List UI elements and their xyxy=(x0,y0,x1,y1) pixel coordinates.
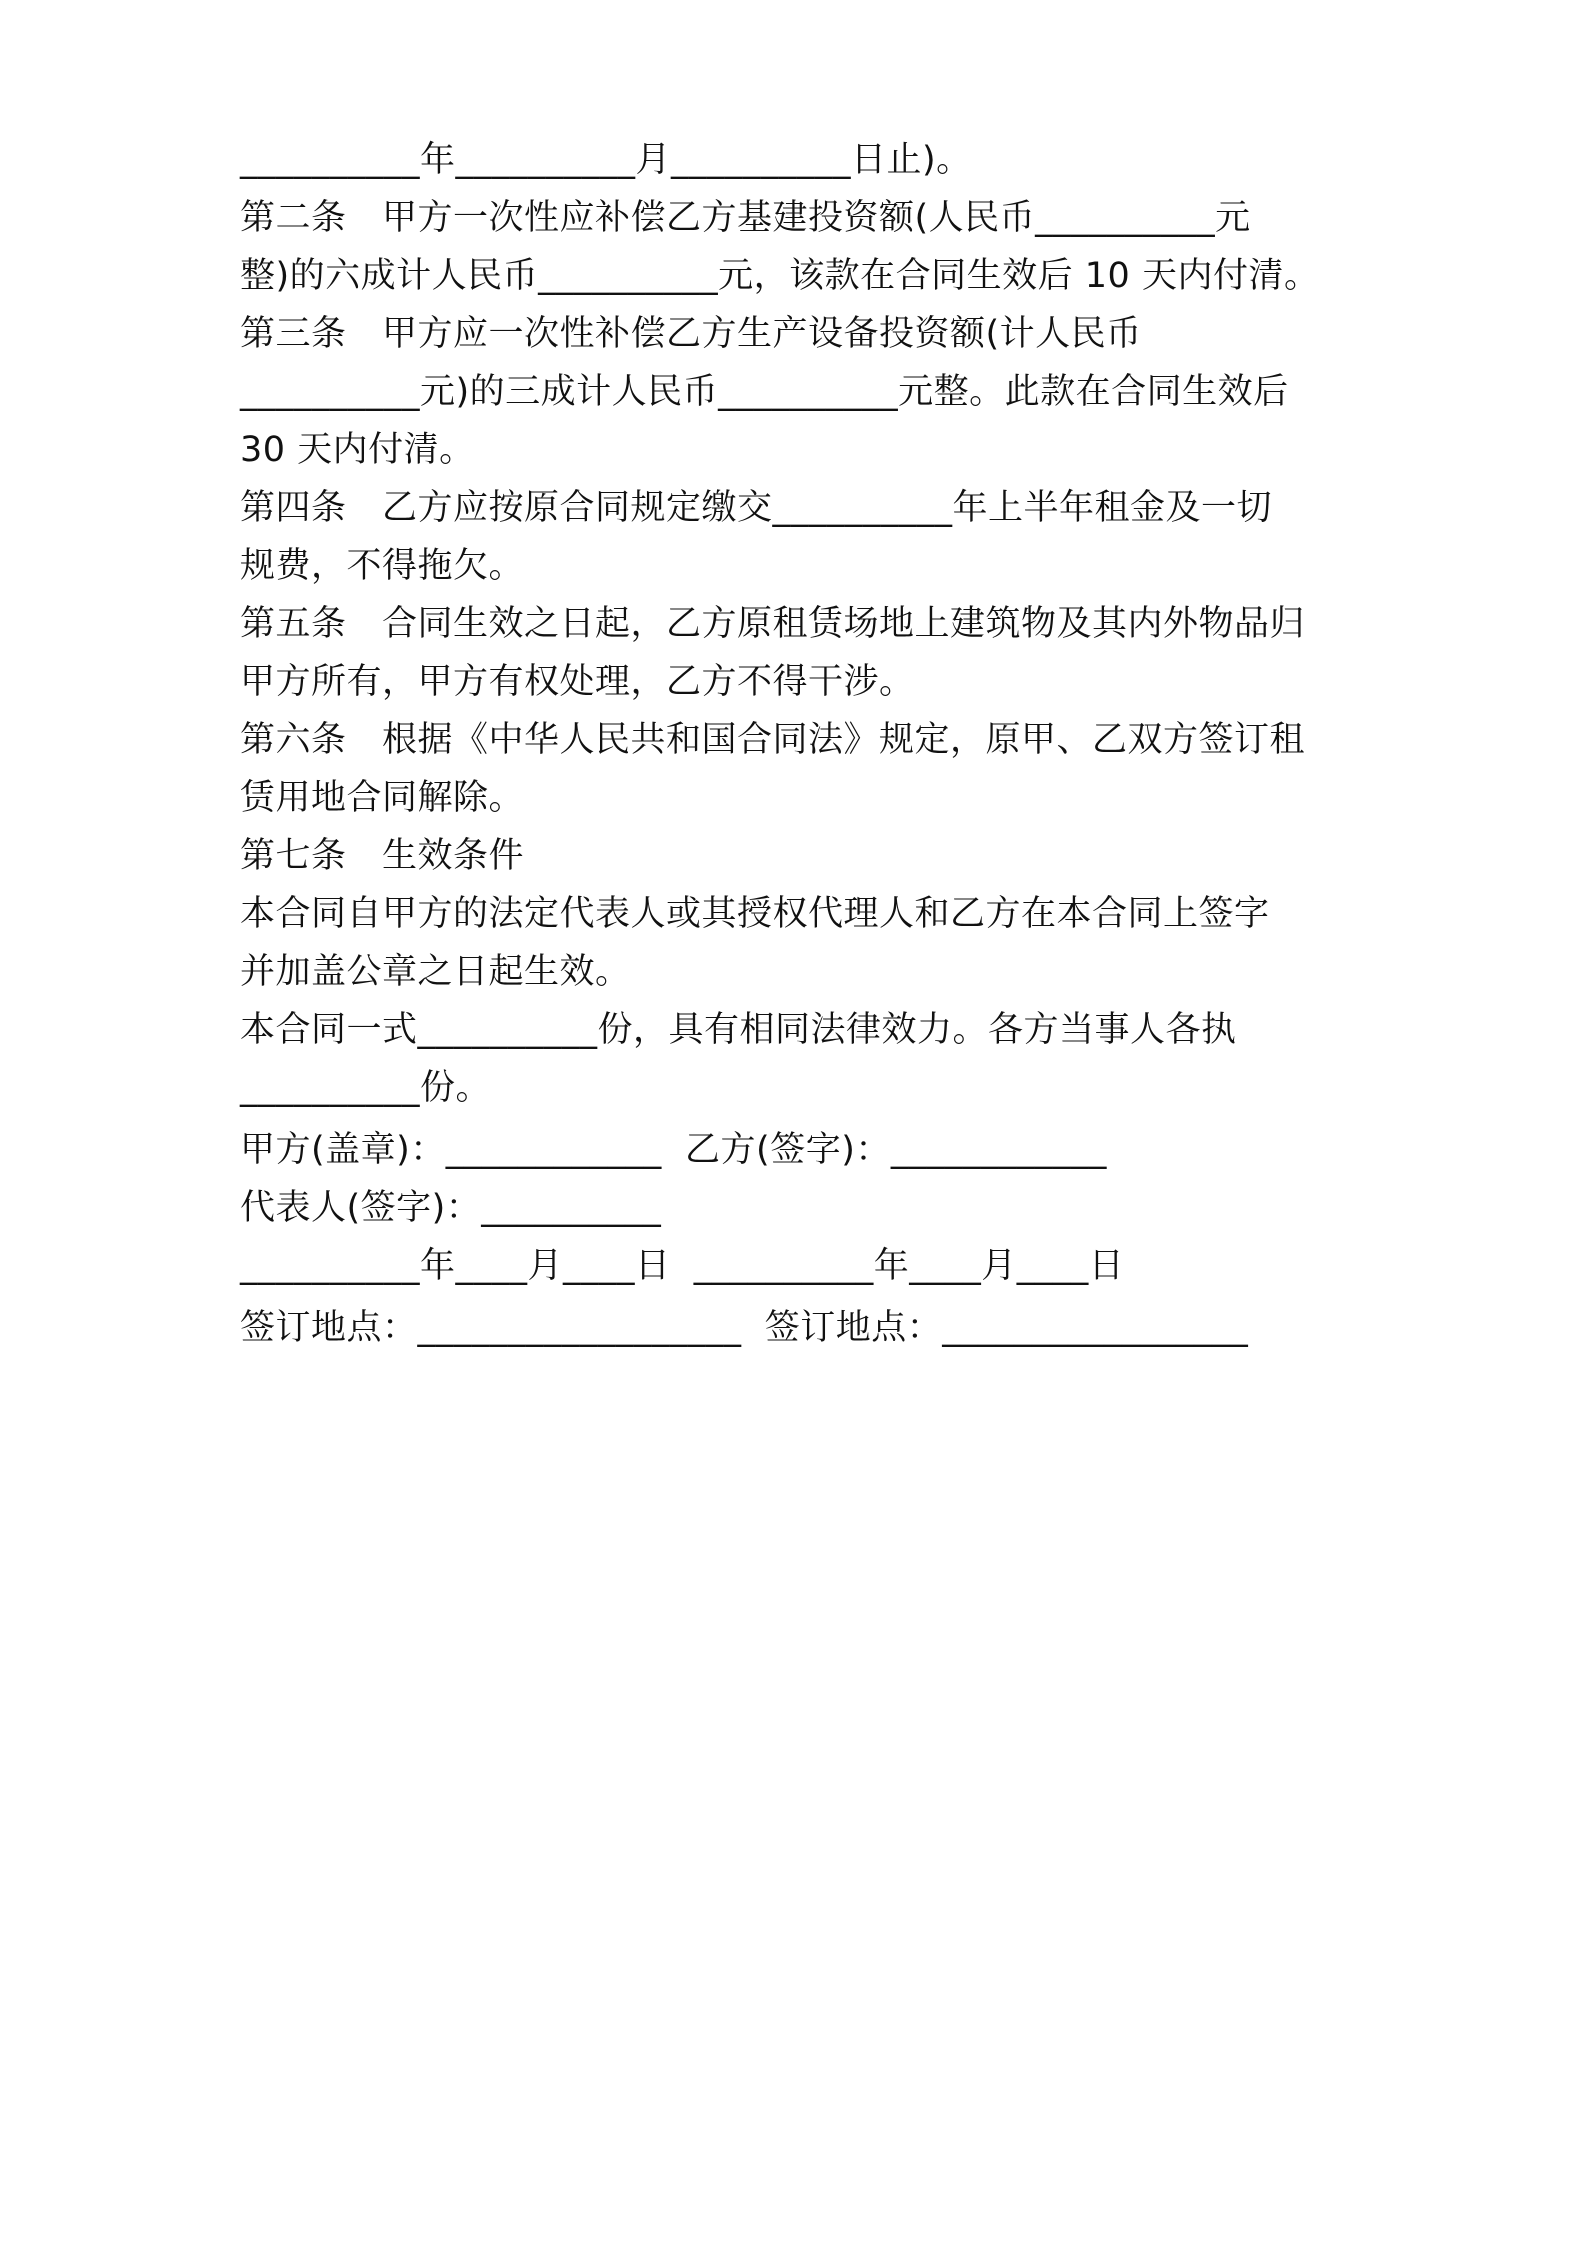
clause-line: 本合同一式__________份，具有相同法律效力。各方当事人各执 xyxy=(240,1010,1237,1050)
clause-heading: 第七条 生效条件 xyxy=(240,836,525,876)
date-line: __________年____月____日 __________年____月____日 xyxy=(240,1246,1125,1286)
clause-line: 甲方所有，甲方有权处理，乙方不得干涉。 xyxy=(240,662,915,702)
clause-line: 并加盖公章之日起生效。 xyxy=(240,952,631,992)
clause-line: 30 天内付清。 xyxy=(240,430,475,470)
clause-line: 第二条 甲方一次性应补偿乙方基建投资额(人民币__________元 xyxy=(240,198,1251,238)
signing-location-line: 签订地点：__________________ 签订地点：_________________ xyxy=(240,1308,1249,1348)
clause-line: 第六条 根据《中华人民共和国合同法》规定，原甲、乙双方签订租 xyxy=(240,720,1306,760)
clause-line: 第四条 乙方应按原合同规定缴交__________年上半年租金及一切 xyxy=(240,488,1273,528)
clause-line: 本合同自甲方的法定代表人或其授权代理人和乙方在本合同上签字 xyxy=(240,894,1270,934)
representative-line: 代表人(签字)：__________ xyxy=(240,1188,662,1228)
clause-line: __________年__________月__________日止)。 xyxy=(240,140,972,180)
clause-line: __________元)的三成计人民币__________元整。此款在合同生效后 xyxy=(240,372,1289,412)
clause-line: 第五条 合同生效之日起，乙方原租赁场地上建筑物及其内外物品归 xyxy=(240,604,1306,644)
clause-line: 规费，不得拖欠。 xyxy=(240,546,525,586)
clause-line: 第三条 甲方应一次性补偿乙方生产设备投资额(计人民币 xyxy=(240,314,1142,354)
clause-line: __________份。 xyxy=(240,1068,492,1108)
clause-line: 整)的六成计人民币__________元，该款在合同生效后 10 天内付清。 xyxy=(240,256,1320,296)
signature-line: 甲方(盖章)：____________ 乙方(签字)：____________ xyxy=(240,1130,1107,1170)
clause-line: 赁用地合同解除。 xyxy=(240,778,525,818)
